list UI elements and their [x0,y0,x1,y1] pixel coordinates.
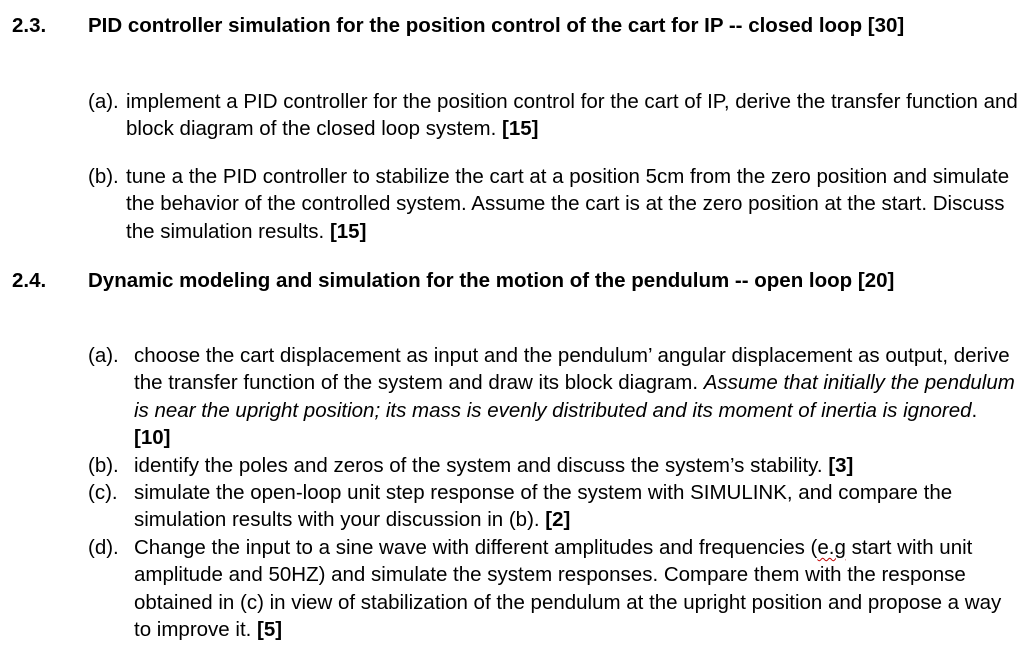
item-label: (c). [88,481,118,504]
item-label: (b). [88,454,119,477]
item-marks: [5] [257,617,283,641]
item-text [88,452,1018,479]
list-item [88,88,1018,143]
list-item [88,452,1018,479]
spellcheck-word: e.g [817,536,846,559]
item-punctuation: . [971,398,978,422]
item-text [88,342,1018,451]
item-body: choose the cart displacement as input and the pendulum’ angular displacement as output, derive the transfer function of the system and draw its block diagram. [134,344,1010,395]
item-body: identify the poles and zeros of the system and discuss the system’s stability. [134,454,829,477]
section-number: 2.4. [12,269,47,292]
item-marks: [15] [329,219,367,243]
list-item [88,342,1018,451]
item-marks: [3] [828,454,854,477]
section-title: Dynamic modeling and simulation for the motion of the pendulum -- open loop [20] [88,269,895,292]
item-text [88,88,1018,143]
item-body: simulate the open-loop unit step response of the system with SIMULINK, and compare the simulation results with your discussion in (b). [134,481,953,532]
item-marks: [10] [134,425,171,449]
item-text [88,479,1018,534]
item-text [88,534,1018,643]
item-body: implement a PID controller for the position control for the cart of IP, derive the transfer function and block diagram of the closed loop system. [126,90,1018,141]
list-item [88,479,1018,534]
item-label: (a). [88,90,119,113]
list-item [88,163,1018,245]
section-number: 2.3. [12,14,47,37]
list-item [88,534,1018,643]
item-italic-note: Assume that initially the pendulum is near the upright position; its mass is evenly distributed and its moment of inertia is ignored [134,371,1015,422]
item-label: (b). [88,165,119,188]
item-body: tune a the PID controller to stabilize the cart at a position 5cm from the zero position and simulate the behavior of the controlled system. Assume the cart is at the zero position at the start. Discuss the simulation results. [126,165,1010,243]
section-title: PID controller simulation for the position control of the cart for IP -- closed loop [30] [88,14,905,37]
item-marks: [15] [502,117,539,141]
item-marks: [2] [545,508,571,532]
item-text [88,163,1018,245]
item-label: (d). [88,536,119,559]
item-body-continued: start with unit amplitude and 50HZ) and simulate the system responses. Compare them with the response obtained in (c) in view of stabilization of the pendulum at the upright position and propose a way to improve it. [134,536,1002,641]
item-body: Change the input to a sine wave with different amplitudes and frequencies ( [134,536,818,559]
item-label: (a). [88,344,119,367]
